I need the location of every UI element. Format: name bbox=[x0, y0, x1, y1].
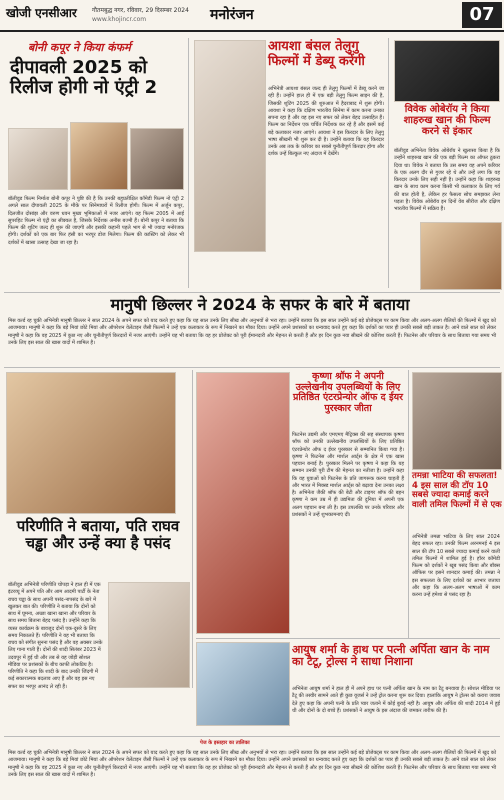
section-divider bbox=[4, 736, 500, 737]
story6-body: अभिनेत्री तमन्ना भाटिया के लिए साल 2024 बेहद सफल रहा। उनकी फिल्म अरनमनई 4 इस साल की टॉप 10 सबसे ज्यादा कमाई करने वाली तमिल फिल्मों में शामिल हुई है। हॉरर कॉमेडी फिल्म को दर्शकों ने खूब पसंद किया और बॉक्स ऑफिस पर इसने शानदार कमाई की। तमन्ना ने इस सफलता के लिए दर्शकों का आभार जताया और कहा कि अलग-अलग भाषाओं में काम करना उन्हें हमेशा से पसंद रहा है। bbox=[412, 534, 500, 598]
issue-date: गौतमबुद्ध नगर, रविवार, 29 दिसम्बर 2024 bbox=[92, 7, 189, 14]
aayush-arpita-photo bbox=[196, 642, 290, 726]
story1-headline: दीपावली 2025 को रिलीज होगी नो एंट्री 2 bbox=[10, 57, 158, 99]
story4-body: मिस वर्ल्ड रह चुकी अभिनेत्री मानुषी छिल्लर ने साल 2024 के अपने सफर को याद करते हुए कहा कि यह साल उनके लिए सीख और अनुभवों से भरा रहा। उन्होंने बताया कि इस साल उन्होंने कई बड़े प्रोजेक्ट्स पर काम किया और अलग-अलग शैलियों की फिल्मों में खुद को आजमाया। मानुषी ने कहा कि बड़े मियां छोटे मियां और ऑपरेशन वेलेंटाइन जैसी फिल्मों ने उन्हें एक कलाकार के रूप में निखरने का मौका दिया। उन्होंने अपने प्रशंसकों का धन्यवाद करते हुए कहा कि दर्शकों का प्यार ही उनकी सबसे बड़ी ताकत है। आने वाले साल को लेकर मानुषी ने कहा कि वह 2025 में कुछ नए और चुनौतीपूर्ण किरदारों में नजर आएंगी। उन्होंने यह भी बताया कि वह हर प्रोजेक्ट को पूरी ईमानदारी और मेहनत से करती हैं और हर दिन कुछ नया सीखने की कोशिश करती हैं। फिटनेस और परिवार के साथ बिताया गया समय भी उनके लिए इस साल की खास यादों में शामिल है। bbox=[8, 318, 496, 346]
section-title: मनोरंजन bbox=[210, 7, 254, 23]
column-divider bbox=[188, 38, 189, 288]
arjun-kapoor-photo bbox=[8, 128, 68, 190]
column-divider bbox=[192, 370, 193, 688]
aysha-bansal-photo bbox=[194, 40, 266, 252]
column-divider bbox=[408, 370, 409, 638]
story2-body: अभिनेत्री आयशा बंसल जल्द ही तेलुगु फिल्मों में डेब्यू करने जा रही हैं। उन्होंने हाल ही में एक बड़ी तेलुगु फिल्म साइन की है, जिसकी शूटिंग 2025 की शुरुआत में हैदराबाद में शुरू होगी। आयशा ने कहा कि दक्षिण भारतीय सिनेमा में काम करना उनका सपना रहा है और वह इस नए सफर को लेकर बेहद उत्साहित हैं। फिल्म का निर्देशन एक चर्चित निर्देशक कर रहे हैं और इसमें कई बड़े कलाकार नजर आएंगे। आयशा ने इस किरदार के लिए तेलुगु भाषा सीखनी भी शुरू कर दी है। उन्होंने बताया कि यह किरदार उनके अब तक के करियर का सबसे चुनौतीपूर्ण किरदार होगा और दर्शक उन्हें बिल्कुल नए अंदाज में देखेंगे। bbox=[268, 86, 384, 158]
story7-body: बॉलीवुड अभिनेत्री परिणीति चोपड़ा ने हाल ही में एक इंटरव्यू में अपने पति और आम आदमी पार्टी के नेता राघव चड्ढा के साथ अपनी पसंद-नापसंद के बारे में खुलकर बात की। परिणीति ने बताया कि दोनों को साथ में घूमना, अच्छा खाना खाना और परिवार के साथ समय बिताना बेहद पसंद है। उन्होंने कहा कि व्यस्त कार्यक्रम के बावजूद दोनों एक-दूसरे के लिए समय निकालते हैं। परिणीति ने यह भी बताया कि राघव को संगीत सुनना पसंद है और वह अक्सर उनके लिए गाना गाती हैं। दोनों की शादी सितंबर 2023 में उदयपुर में हुई थी और तब से यह जोड़ी सोशल मीडिया पर प्रशंसकों के बीच काफी लोकप्रिय है। परिणीति ने कहा कि शादी के बाद उनकी जिंदगी में कई सकारात्मक बदलाव आए हैं और वह इस नए सफर का भरपूर आनंद ले रही हैं। bbox=[8, 582, 103, 690]
story1-body: बॉलीवुड फिल्म निर्माता बोनी कपूर ने पुष्टि की है कि उनकी बहुप्रतीक्षित कॉमेडी फिल्म नो एंट्री 2 अगले साल दीपावली 2025 के मौके पर सिनेमाघरों में रिलीज होगी। फिल्म में अर्जुन कपूर, दिलजीत दोसांझ और वरुण धवन मुख्य भूमिकाओं में नजर आएंगे। यह फिल्म 2005 में आई सुपरहिट फिल्म नो एंट्री का सीक्वल है, जिसके निर्देशक अनीस बज्मी हैं। बोनी कपूर ने बताया कि फिल्म की शूटिंग जल्द ही शुरू की जाएगी और इसकी कहानी पहले भाग से भी ज्यादा मनोरंजक होगी। दर्शकों को एक बार फिर हंसी का भरपूर डोज मिलेगा। फिल्म की कास्टिंग को लेकर भी दर्शकों में खासा उत्साह देखा जा रहा है। bbox=[8, 196, 184, 246]
vivek-oberoi-photo bbox=[394, 40, 500, 102]
diljit-dosanjh-photo bbox=[70, 122, 128, 190]
manushi-teaser-photo bbox=[420, 222, 502, 290]
story5-body: फिटनेस उद्यमी और एमएमए मैट्रिक्स की सह संस्थापक कृष्णा श्रॉफ को उनकी उल्लेखनीय उपलब्धियों के लिए प्रतिष्ठित एंटरप्रेन्योर ऑफ द ईयर पुरस्कार से सम्मानित किया गया है। कृष्णा ने फिटनेस और मार्शल आर्ट्स के क्षेत्र में एक खास पहचान बनाई है। पुरस्कार मिलने पर कृष्णा ने कहा कि यह सम्मान उनकी पूरी टीम की मेहनत का नतीजा है। उन्होंने कहा कि वह युवाओं को फिटनेस के प्रति जागरूक करना चाहती हैं और भारत में मिक्स्ड मार्शल आर्ट्स को बढ़ावा देना उनका लक्ष्य है। अभिनेता जैकी श्रॉफ की बेटी और टाइगर श्रॉफ की बहन कृष्णा ने कम उम्र में ही उद्यमिता की दुनिया में अपनी एक अलग पहचान बना ली है। इस उपलब्धि पर उनके परिवार और प्रशंसकों ने उन्हें शुभकामनाएं दीं। bbox=[292, 432, 404, 518]
story8-body: अभिनेता आयुष शर्मा ने हाल ही में अपने हाथ पर पत्नी अर्पिता खान के नाम का टैटू बनवाया है। सोशल मीडिया पर टैटू की तस्वीर सामने आते ही कुछ यूजर्स ने उन्हें ट्रोल करना शुरू कर दिया। हालांकि आयुष ने ट्रोल्स को करारा जवाब देते हुए कहा कि अपनी पत्नी के प्रति प्यार जताने में कोई बुराई नहीं है। आयुष और अर्पिता की शादी 2014 में हुई थी और दोनों के दो बच्चे हैं। प्रशंसकों ने आयुष के इस अंदाज की जमकर तारीफ की है। bbox=[292, 686, 500, 714]
section-divider bbox=[196, 638, 500, 639]
section-divider bbox=[4, 292, 500, 293]
story6-headline: तमन्ना भाटिया की सफलता! 4 इस साल की टॉप 10 सबसे ज्यादा कमाई करने वाली तमिल फिल्मों में से एक bbox=[412, 471, 502, 510]
story7-headline: परिणीति ने बताया, पति राघव चड्ढा और उन्हें क्या है पसंद bbox=[16, 517, 180, 552]
parineeti-raghav-photo bbox=[6, 372, 176, 514]
page-number: 07 bbox=[462, 2, 502, 28]
tamannaah-photo bbox=[412, 372, 502, 470]
story8-headline: आयुष शर्मा के हाथ पर पत्नी अर्पिता खान के नाम का टैटू, ट्रोल्स ने साधा निशाना bbox=[292, 643, 490, 669]
krishna-shroff-photo bbox=[196, 372, 290, 634]
story3-body: बॉलीवुड अभिनेता विवेक ओबेरॉय ने खुलासा किया है कि उन्होंने शाहरुख खान की एक बड़ी फिल्म का ऑफर ठुकरा दिया था। विवेक ने बताया कि उस समय वह अपने करियर के एक अलग दौर से गुजर रहे थे और उन्हें लगा कि वह किरदार उनके लिए सही नहीं है। उन्होंने कहा कि शाहरुख खान के साथ काम करना किसी भी कलाकार के लिए गर्व की बात होती है, लेकिन हर फैसला सोच समझकर लेना पड़ता है। विवेक ओबेरॉय इन दिनों वेब सीरीज और दक्षिण भारतीय फिल्मों में सक्रिय हैं। bbox=[394, 148, 500, 212]
story5-headline: कृष्णा श्रॉफ ने अपनी उल्लेखनीय उपलब्धियों के लिए प्रतिष्ठित एंटरप्रेन्योर ऑफ द ईयर पुरस्कार जीता bbox=[292, 371, 404, 414]
story2-headline: आयशा बंसल तेलुगु फिल्मों में डेब्यू करेंगी bbox=[268, 39, 365, 69]
edition-url: www.khojincr.com bbox=[92, 16, 147, 23]
more-link[interactable]: पेज के इस्तहार का तालिका bbox=[200, 740, 250, 746]
story1-kicker: बोनी कपूर ने किया कंफर्म bbox=[28, 41, 131, 54]
brand-logo: खोजी एनसीआर bbox=[6, 6, 77, 20]
column-divider bbox=[388, 38, 389, 288]
section-divider bbox=[4, 367, 500, 368]
parineeti-body-photo bbox=[108, 582, 190, 688]
footer-text: मिस वर्ल्ड रह चुकी अभिनेत्री मानुषी छिल्लर ने साल 2024 के अपने सफर को याद करते हुए कहा कि यह साल उनके लिए सीख और अनुभवों से भरा रहा। उन्होंने बताया कि इस साल उन्होंने कई बड़े प्रोजेक्ट्स पर काम किया और अलग-अलग शैलियों की फिल्मों में खुद को आजमाया। मानुषी ने कहा कि बड़े मियां छोटे मियां और ऑपरेशन वेलेंटाइन जैसी फिल्मों ने उन्हें एक कलाकार के रूप में निखरने का मौका दिया। उन्होंने अपने प्रशंसकों का धन्यवाद करते हुए कहा कि दर्शकों का प्यार ही उनकी सबसे बड़ी ताकत है। आने वाले साल को लेकर मानुषी ने कहा कि वह 2025 में कुछ नए और चुनौतीपूर्ण किरदारों में नजर आएंगी। उन्होंने यह भी बताया कि वह हर प्रोजेक्ट को पूरी ईमानदारी और मेहनत से करती हैं और हर दिन कुछ नया सीखने की कोशिश करती हैं। फिटनेस और परिवार के साथ बिताया गया समय भी उनके लिए इस साल की खास यादों में शामिल है। bbox=[8, 750, 496, 778]
story4-headline: मानुषी छिल्लर ने 2024 के सफर के बारे में बताया bbox=[110, 295, 410, 314]
story3-headline: विवेक ओबेरॉय ने किया शाहरुख खान की फिल्म करने से इंकार bbox=[403, 104, 491, 138]
varun-dhawan-photo bbox=[130, 128, 184, 190]
